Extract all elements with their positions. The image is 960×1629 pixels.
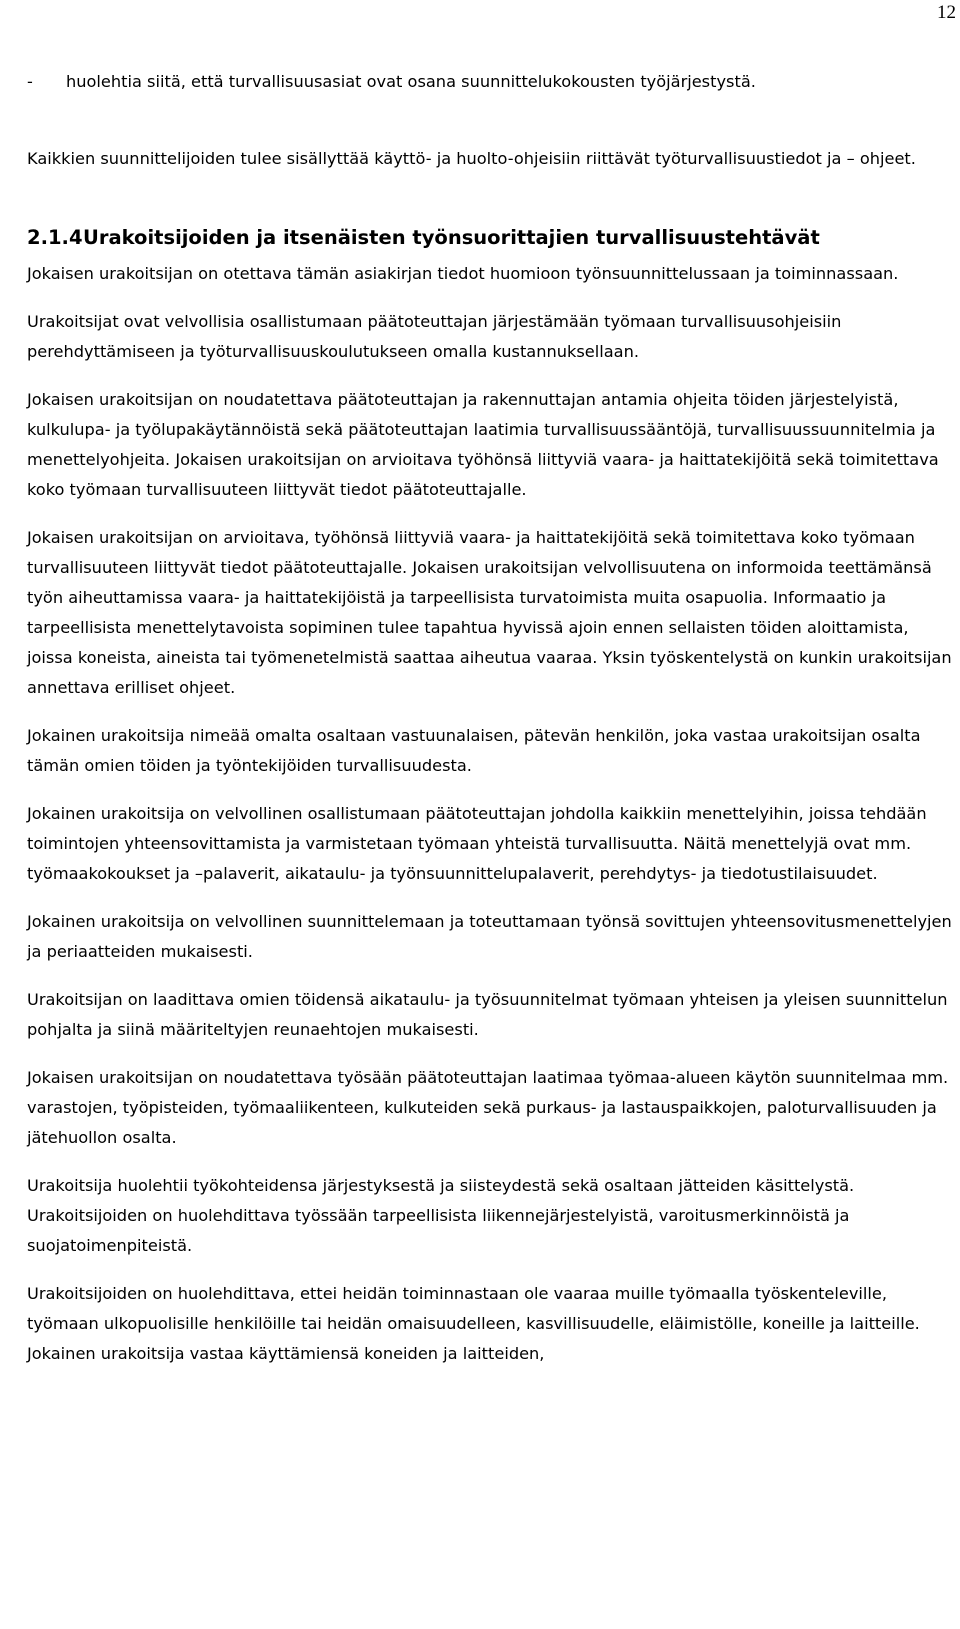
intro-paragraph: Kaikkien suunnittelijoiden tulee sisällyttää käyttö- ja huolto-ohjeisiin riittävät työturvallisuustiedot ja – ohjeet. <box>27 149 916 168</box>
bullet-item <box>27 70 955 94</box>
paragraph: Jokaisen urakoitsijan on arvioitava, työhönsä liittyviä vaara- ja haittatekijöitä sekä toimitettava koko työmaan turvallisuuteen liittyvät tiedot päätoteuttajalle. Jokaisen urakoitsijan velvollisuutena on informoida teettämänsä työn aiheuttamissa vaara- ja haittatekijöistä ja tarpeellisista turvatoimista muita osapuolia. Informaatio ja tarpeellisista menettelytavoista sopiminen tulee tapahtua hyvissä ajoin ennen sellaisten töiden aloittamista, joissa koneista, aineista tai työmenetelmistä saattaa aiheutua vaaraa. Yksin työskentelystä on kunkin urakoitsijan annettava erilliset ohjeet. <box>27 528 952 697</box>
paragraph: Urakoitsijoiden on huolehdittava, ettei heidän toiminnastaan ole vaaraa muille työmaalla työskenteleville, työmaan ulkopuolisille henkilöille tai heidän omaisuudelleen, kasvillisuudelle, eläimistölle, koneille ja laitteille. Jokainen urakoitsija vastaa käyttämiensä koneiden ja laitteiden, <box>27 1284 920 1363</box>
bullet-text: huolehtia siitä, että turvallisuusasiat ovat osana suunnittelukokousten työjärjestystä. <box>66 72 756 91</box>
paragraph: Jokaisen urakoitsijan on noudatettava päätoteuttajan ja rakennuttajan antamia ohjeita töiden järjestelyistä, kulkulupa- ja työlupakäytännöistä sekä päätoteuttajan laatimia turvallisuussääntöjä, turvallisuussuunnitelmia ja menettelyohjeita. Jokaisen urakoitsijan on arvioitava työhönsä liittyviä vaara- ja haittatekijöitä sekä toimitettava koko työmaan turvallisuuteen liittyvät tiedot päätoteuttajalle. <box>27 390 939 499</box>
paragraph: Urakoitsijan on laadittava omien töidensä aikataulu- ja työsuunnitelmat työmaan yhteisen ja yleisen suunnittelun pohjalta ja siinä määriteltyjen reunaehtojen mukaisesti. <box>27 990 948 1039</box>
paragraph: Urakoitsijat ovat velvollisia osallistumaan päätoteuttajan järjestämään työmaan turvallisuusohjeisiin perehdyttämiseen ja työturvallisuuskoulutukseen omalla kustannuksellaan. <box>27 312 842 361</box>
paragraph: Urakoitsija huolehtii työkohteidensa järjestyksestä ja siisteydestä sekä osaltaan jätteiden käsittelystä. Urakoitsijoiden on huolehdittava työssään tarpeellisista liikennejärjestelyistä, varoitusmerkinnöistä ja suojatoimenpiteistä. <box>27 1176 855 1255</box>
paragraph: Jokainen urakoitsija on velvollinen suunnittelemaan ja toteuttamaan työnsä sovittujen yhteensovitusmenettelyjen ja periaatteiden mukaisesti. <box>27 912 952 961</box>
document-body <box>27 70 955 1369</box>
paragraph: Jokaisen urakoitsijan on otettava tämän asiakirjan tiedot huomioon työnsuunnittelussaan ja toiminnassaan. <box>27 264 899 283</box>
paragraph: Jokainen urakoitsija on velvollinen osallistumaan päätoteuttajan johdolla kaikkiin menettelyihin, joissa tehdään toimintojen yhteensovittamista ja varmistetaan työmaan yhteistä turvallisuutta. Näitä menettelyjä ovat mm. työmaakokoukset ja –palaverit, aikataulu- ja työnsuunnittelupalaverit, perehdytys- ja tiedotustilaisuudet. <box>27 804 927 883</box>
paragraph: Jokaisen urakoitsijan on noudatettava työsään päätoteuttajan laatimaa työmaa-alueen käytön suunnitelmaa mm. varastojen, työpisteiden, työmaaliikenteen, kulkuteiden sekä purkaus- ja lastauspaikkojen, paloturvallisuuden ja jätehuollon osalta. <box>27 1068 949 1147</box>
section-heading <box>27 223 955 253</box>
paragraph: Jokainen urakoitsija nimeää omalta osaltaan vastuunalaisen, pätevän henkilön, joka vastaa urakoitsijan osalta tämän omien töiden ja työntekijöiden turvallisuudesta. <box>27 726 921 775</box>
section-number: 2.1.4 <box>27 226 83 249</box>
section-title: Urakoitsijoiden ja itsenäisten työnsuorittajien turvallisuustehtävät <box>83 226 820 249</box>
page-number: 12 <box>937 2 956 23</box>
bullet-dash: - <box>27 72 33 91</box>
